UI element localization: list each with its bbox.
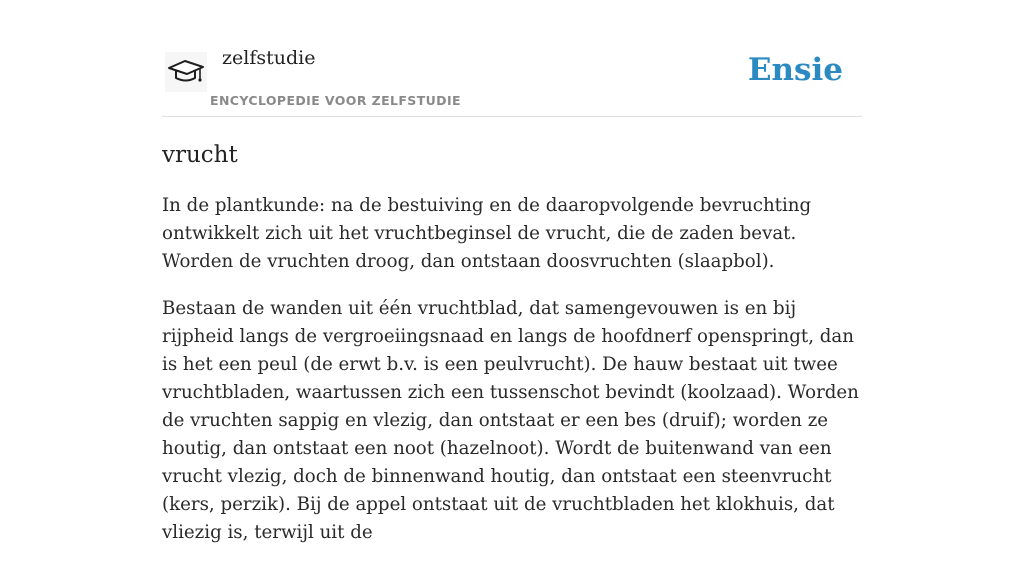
site-name-link[interactable]: zelfstudie bbox=[222, 47, 316, 69]
brand-logo-link[interactable]: Ensie bbox=[747, 52, 843, 88]
article-paragraph: Bestaan de wanden uit één vruchtblad, dat samengevouwen is en bij rijpheid langs de vergroeiingsnaad en langs de hoofdnerf openspringt, dan is het een peul (de erwt b.v. is een peulvrucht). De hauw bestaat uit twee vruchtbladen, waartussen zich een tussenschot bevindt (koolzaad). Worden de vruchten sappig en vlezig, dan ontstaat er een bes (druif); worden ze houtig, dan ontstaat een noot (hazelnoot). Wordt de buitenwand van een vrucht vlezig, doch de binnenwand houtig, dan ontstaat een steenvrucht (kers, perzik). Bij de appel ontstaat uit de vruchtbladen het klokhuis, dat vliezig is, terwijl uit de bbox=[162, 298, 859, 543]
site-header bbox=[162, 0, 862, 117]
site-tagline: ENCYCLOPEDIE VOOR ZELFSTUDIE bbox=[210, 93, 461, 108]
article-title: vrucht bbox=[162, 142, 238, 168]
graduation-cap-icon[interactable] bbox=[165, 52, 207, 92]
article-paragraph: In de plantkunde: na de bestuiving en de daaropvolgende bevruchting ontwikkelt zich uit het vruchtbeginsel de vrucht, die de zaden bevat. Worden de vruchten droog, dan ontstaan doosvruchten (slaapbol). bbox=[162, 195, 812, 272]
article-body bbox=[162, 192, 870, 566]
